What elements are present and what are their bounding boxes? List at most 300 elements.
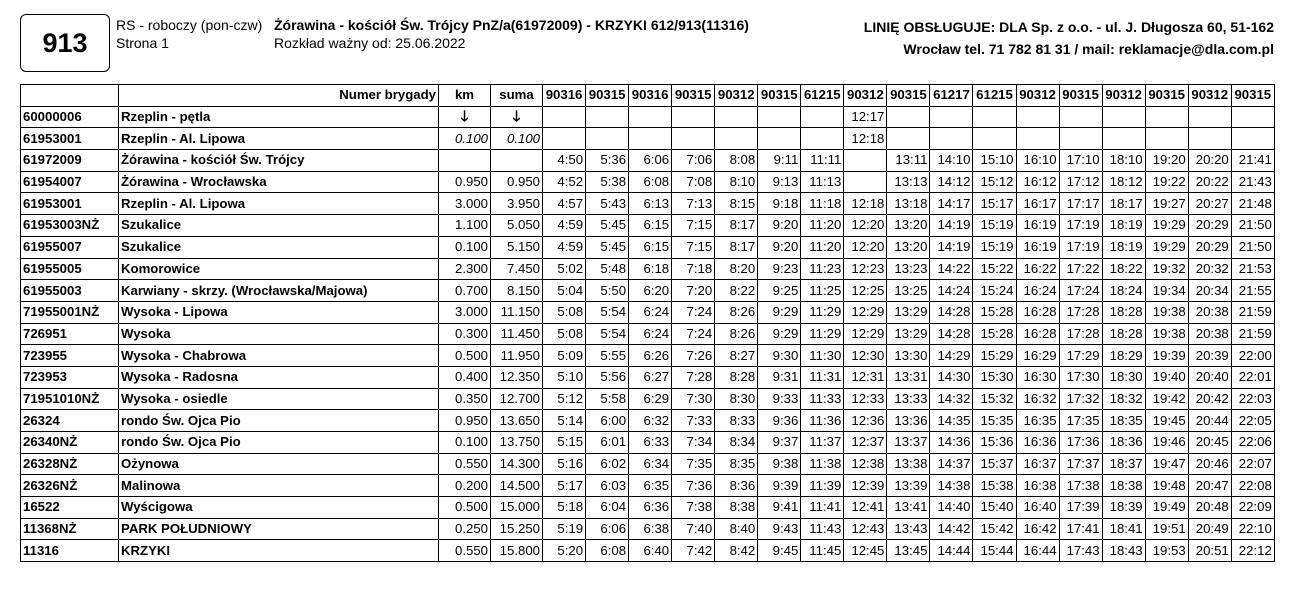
departure-time: 7:06 bbox=[672, 150, 715, 172]
stop-name: Wysoka - osiedle bbox=[119, 388, 439, 410]
departure-time: 20:48 bbox=[1188, 497, 1231, 519]
departure-time: 20:46 bbox=[1188, 453, 1231, 475]
departure-time: 20:51 bbox=[1188, 540, 1231, 562]
departure-time bbox=[1102, 128, 1145, 150]
brigade-number: 90315 bbox=[586, 85, 629, 107]
departure-time: 5:04 bbox=[543, 280, 586, 302]
sum-cell: 14.300 bbox=[491, 453, 543, 475]
departure-time: 9:29 bbox=[758, 301, 801, 323]
table-row bbox=[21, 215, 1275, 237]
departure-time: 8:27 bbox=[715, 345, 758, 367]
departure-time: 14:19 bbox=[930, 236, 973, 258]
departure-time: 18:24 bbox=[1102, 280, 1145, 302]
departure-time: 14:12 bbox=[930, 171, 973, 193]
stop-code: 71951010NŻ bbox=[21, 388, 119, 410]
table-row bbox=[21, 432, 1275, 454]
departure-time: 18:35 bbox=[1102, 410, 1145, 432]
departure-time: 6:29 bbox=[629, 388, 672, 410]
departure-time: 20:40 bbox=[1188, 366, 1231, 388]
departure-time: 13:38 bbox=[887, 453, 930, 475]
departure-time: 17:30 bbox=[1059, 366, 1102, 388]
departure-time: 11:31 bbox=[801, 366, 844, 388]
departure-time: 16:28 bbox=[1016, 301, 1059, 323]
departure-time: 16:22 bbox=[1016, 258, 1059, 280]
departure-time: 16:35 bbox=[1016, 410, 1059, 432]
departure-time: 6:15 bbox=[629, 215, 672, 237]
departure-time bbox=[1102, 106, 1145, 128]
departure-time: 4:52 bbox=[543, 171, 586, 193]
departure-time: 18:17 bbox=[1102, 193, 1145, 215]
km-cell bbox=[439, 106, 491, 128]
departure-time: 6:00 bbox=[586, 410, 629, 432]
stop-name: Wysoka - Lipowa bbox=[119, 301, 439, 323]
departure-time bbox=[1145, 106, 1188, 128]
brigade-number: 90312 bbox=[1188, 85, 1231, 107]
departure-time: 7:34 bbox=[672, 432, 715, 454]
departure-time: 13:39 bbox=[887, 475, 930, 497]
departure-time: 13:31 bbox=[887, 366, 930, 388]
departure-time: 9:20 bbox=[758, 215, 801, 237]
stop-name: Komorowice bbox=[119, 258, 439, 280]
brigade-number: 90312 bbox=[1016, 85, 1059, 107]
brigade-number: 61215 bbox=[973, 85, 1016, 107]
departure-time: 5:08 bbox=[543, 301, 586, 323]
departure-time: 12:29 bbox=[844, 323, 887, 345]
stop-name: Wysoka - Radosna bbox=[119, 366, 439, 388]
departure-time: 5:18 bbox=[543, 497, 586, 519]
departure-time: 13:33 bbox=[887, 388, 930, 410]
departure-time: 16:28 bbox=[1016, 323, 1059, 345]
departure-time: 13:41 bbox=[887, 497, 930, 519]
departure-time: 4:57 bbox=[543, 193, 586, 215]
departure-time: 16:19 bbox=[1016, 215, 1059, 237]
km-cell bbox=[439, 150, 491, 172]
brigade-number: 90316 bbox=[543, 85, 586, 107]
departure-time: 17:17 bbox=[1059, 193, 1102, 215]
departure-time: 9:43 bbox=[758, 518, 801, 540]
departure-time bbox=[672, 128, 715, 150]
table-row bbox=[21, 236, 1275, 258]
sum-cell bbox=[491, 150, 543, 172]
departure-time: 14:28 bbox=[930, 323, 973, 345]
departure-time: 20:34 bbox=[1188, 280, 1231, 302]
table-row bbox=[21, 475, 1275, 497]
departure-time: 7:35 bbox=[672, 453, 715, 475]
stop-code: 26326NŻ bbox=[21, 475, 119, 497]
table-row bbox=[21, 280, 1275, 302]
departure-time: 14:17 bbox=[930, 193, 973, 215]
departure-time: 18:28 bbox=[1102, 323, 1145, 345]
departure-time: 15:42 bbox=[973, 518, 1016, 540]
departure-time: 19:48 bbox=[1145, 475, 1188, 497]
departure-time: 22:07 bbox=[1231, 453, 1274, 475]
brigade-number: 90312 bbox=[844, 85, 887, 107]
km-cell: 0.500 bbox=[439, 497, 491, 519]
departure-time: 4:50 bbox=[543, 150, 586, 172]
departure-time: 17:24 bbox=[1059, 280, 1102, 302]
departure-time: 19:29 bbox=[1145, 215, 1188, 237]
departure-time: 20:49 bbox=[1188, 518, 1231, 540]
departure-time: 22:10 bbox=[1231, 518, 1274, 540]
sum-cell: 12.700 bbox=[491, 388, 543, 410]
departure-time: 9:45 bbox=[758, 540, 801, 562]
departure-time: 14:36 bbox=[930, 432, 973, 454]
sum-cell: 14.500 bbox=[491, 475, 543, 497]
departure-time: 18:41 bbox=[1102, 518, 1145, 540]
table-row bbox=[21, 453, 1275, 475]
departure-time: 7:26 bbox=[672, 345, 715, 367]
departure-time bbox=[930, 106, 973, 128]
departure-time bbox=[543, 106, 586, 128]
km-cell: 0.550 bbox=[439, 453, 491, 475]
stop-code: 26324 bbox=[21, 410, 119, 432]
departure-time: 12:33 bbox=[844, 388, 887, 410]
sum-cell: 11.950 bbox=[491, 345, 543, 367]
departure-time: 8:40 bbox=[715, 518, 758, 540]
km-cell: 0.350 bbox=[439, 388, 491, 410]
km-cell: 0.100 bbox=[439, 432, 491, 454]
departure-time: 20:38 bbox=[1188, 323, 1231, 345]
departure-time: 21:43 bbox=[1231, 171, 1274, 193]
departure-time: 15:44 bbox=[973, 540, 1016, 562]
departure-time: 6:06 bbox=[586, 518, 629, 540]
departure-time: 15:40 bbox=[973, 497, 1016, 519]
stop-name: Wyścigowa bbox=[119, 497, 439, 519]
departure-time: 5:48 bbox=[586, 258, 629, 280]
table-row bbox=[21, 323, 1275, 345]
departure-time: 17:28 bbox=[1059, 301, 1102, 323]
departure-time: 14:32 bbox=[930, 388, 973, 410]
departure-time: 6:38 bbox=[629, 518, 672, 540]
valid-from: Rozkład ważny od: 25.06.2022 bbox=[274, 35, 466, 51]
departure-time: 8:38 bbox=[715, 497, 758, 519]
departure-time: 13:20 bbox=[887, 236, 930, 258]
table-row bbox=[21, 345, 1275, 367]
stop-code: 26340NŻ bbox=[21, 432, 119, 454]
departure-time: 17:29 bbox=[1059, 345, 1102, 367]
operator-info-line2: Wrocław tel. 71 782 81 31 / mail: reklamacje@dla.com.pl bbox=[903, 41, 1274, 57]
brigade-number: 90315 bbox=[887, 85, 930, 107]
departure-time: 19:29 bbox=[1145, 236, 1188, 258]
departure-time: 7:28 bbox=[672, 366, 715, 388]
departure-time: 5:43 bbox=[586, 193, 629, 215]
brigade-number: 90316 bbox=[629, 85, 672, 107]
departure-time bbox=[672, 106, 715, 128]
departure-time: 5:45 bbox=[586, 215, 629, 237]
departure-time: 19:51 bbox=[1145, 518, 1188, 540]
departure-time: 7:33 bbox=[672, 410, 715, 432]
departure-time: 11:39 bbox=[801, 475, 844, 497]
stop-code: 60000006 bbox=[21, 106, 119, 128]
departure-time: 11:23 bbox=[801, 258, 844, 280]
departure-time: 9:36 bbox=[758, 410, 801, 432]
departure-time: 13:30 bbox=[887, 345, 930, 367]
departure-time: 8:22 bbox=[715, 280, 758, 302]
departure-time: 7:36 bbox=[672, 475, 715, 497]
departure-time: 21:53 bbox=[1231, 258, 1274, 280]
departure-time: 20:42 bbox=[1188, 388, 1231, 410]
departure-time: 6:40 bbox=[629, 540, 672, 562]
departure-time: 17:28 bbox=[1059, 323, 1102, 345]
departure-time: 13:36 bbox=[887, 410, 930, 432]
schedule-type: RS - roboczy (pon-czw) bbox=[116, 17, 263, 33]
departure-time: 20:29 bbox=[1188, 236, 1231, 258]
departure-time: 16:37 bbox=[1016, 453, 1059, 475]
departure-time: 15:29 bbox=[973, 345, 1016, 367]
departure-time: 7:15 bbox=[672, 236, 715, 258]
brigade-number: 90312 bbox=[1102, 85, 1145, 107]
departure-time: 12:18 bbox=[844, 193, 887, 215]
departure-time: 18:43 bbox=[1102, 540, 1145, 562]
departure-time: 6:13 bbox=[629, 193, 672, 215]
stop-name: KRZYKI bbox=[119, 540, 439, 562]
departure-time: 15:28 bbox=[973, 323, 1016, 345]
departure-time: 22:09 bbox=[1231, 497, 1274, 519]
departure-time: 11:43 bbox=[801, 518, 844, 540]
departure-time: 18:22 bbox=[1102, 258, 1145, 280]
departure-time: 18:29 bbox=[1102, 345, 1145, 367]
departure-time: 12:36 bbox=[844, 410, 887, 432]
departure-time: 15:28 bbox=[973, 301, 1016, 323]
departure-time bbox=[801, 106, 844, 128]
departure-time: 17:36 bbox=[1059, 432, 1102, 454]
departure-time: 11:37 bbox=[801, 432, 844, 454]
departure-time: 6:03 bbox=[586, 475, 629, 497]
departure-time: 17:22 bbox=[1059, 258, 1102, 280]
km-cell: 0.550 bbox=[439, 540, 491, 562]
departure-time: 11:41 bbox=[801, 497, 844, 519]
departure-time: 5:16 bbox=[543, 453, 586, 475]
departure-time: 14:24 bbox=[930, 280, 973, 302]
departure-time: 5:36 bbox=[586, 150, 629, 172]
departure-time bbox=[973, 106, 1016, 128]
departure-time: 5:09 bbox=[543, 345, 586, 367]
departure-time: 17:39 bbox=[1059, 497, 1102, 519]
km-cell: 0.200 bbox=[439, 475, 491, 497]
table-row bbox=[21, 497, 1275, 519]
departure-time: 21:50 bbox=[1231, 236, 1274, 258]
table-row bbox=[21, 518, 1275, 540]
departure-time: 15:10 bbox=[973, 150, 1016, 172]
brigade-number: 90312 bbox=[715, 85, 758, 107]
departure-time: 15:24 bbox=[973, 280, 1016, 302]
sum-cell bbox=[491, 106, 543, 128]
departure-time: 21:41 bbox=[1231, 150, 1274, 172]
departure-time: 22:08 bbox=[1231, 475, 1274, 497]
departure-time: 17:19 bbox=[1059, 215, 1102, 237]
departure-time: 9:31 bbox=[758, 366, 801, 388]
departure-time: 7:13 bbox=[672, 193, 715, 215]
departure-time: 20:45 bbox=[1188, 432, 1231, 454]
stop-code: 726951 bbox=[21, 323, 119, 345]
stop-code: 61953003NŻ bbox=[21, 215, 119, 237]
departure-time: 12:39 bbox=[844, 475, 887, 497]
departure-time: 15:37 bbox=[973, 453, 1016, 475]
departure-time: 18:39 bbox=[1102, 497, 1145, 519]
departure-time: 18:30 bbox=[1102, 366, 1145, 388]
departure-time: 20:22 bbox=[1188, 171, 1231, 193]
departure-time: 6:32 bbox=[629, 410, 672, 432]
timetable bbox=[20, 84, 1275, 562]
departure-time: 19:27 bbox=[1145, 193, 1188, 215]
departure-time: 9:25 bbox=[758, 280, 801, 302]
departure-time: 6:27 bbox=[629, 366, 672, 388]
departure-time: 11:33 bbox=[801, 388, 844, 410]
departure-time: 14:10 bbox=[930, 150, 973, 172]
departure-time: 9:29 bbox=[758, 323, 801, 345]
table-row bbox=[21, 193, 1275, 215]
departure-time: 7:42 bbox=[672, 540, 715, 562]
departure-time: 15:19 bbox=[973, 236, 1016, 258]
table-row bbox=[21, 388, 1275, 410]
departure-time: 5:54 bbox=[586, 323, 629, 345]
departure-time: 7:18 bbox=[672, 258, 715, 280]
departure-time bbox=[586, 128, 629, 150]
sum-cell: 15.800 bbox=[491, 540, 543, 562]
departure-time: 9:20 bbox=[758, 236, 801, 258]
table-row bbox=[21, 106, 1275, 128]
brigade-number: 90315 bbox=[758, 85, 801, 107]
departure-time: 6:15 bbox=[629, 236, 672, 258]
departure-time: 13:45 bbox=[887, 540, 930, 562]
departure-time: 13:25 bbox=[887, 280, 930, 302]
departure-time: 17:19 bbox=[1059, 236, 1102, 258]
departure-time: 18:10 bbox=[1102, 150, 1145, 172]
departure-time: 11:29 bbox=[801, 323, 844, 345]
departure-time: 16:29 bbox=[1016, 345, 1059, 367]
stop-code: 61955003 bbox=[21, 280, 119, 302]
departure-time: 6:08 bbox=[629, 171, 672, 193]
departure-time bbox=[715, 106, 758, 128]
departure-time: 13:13 bbox=[887, 171, 930, 193]
departure-time: 11:11 bbox=[801, 150, 844, 172]
table-row bbox=[21, 258, 1275, 280]
departure-time: 17:41 bbox=[1059, 518, 1102, 540]
departure-time bbox=[973, 128, 1016, 150]
departure-time: 8:20 bbox=[715, 258, 758, 280]
departure-time: 16:24 bbox=[1016, 280, 1059, 302]
departure-time: 19:53 bbox=[1145, 540, 1188, 562]
departure-time: 22:12 bbox=[1231, 540, 1274, 562]
brigade-number: 61215 bbox=[801, 85, 844, 107]
departure-time: 19:49 bbox=[1145, 497, 1188, 519]
departure-time: 14:44 bbox=[930, 540, 973, 562]
departure-time: 20:44 bbox=[1188, 410, 1231, 432]
departure-time: 11:36 bbox=[801, 410, 844, 432]
departure-time: 21:59 bbox=[1231, 301, 1274, 323]
departure-time: 6:24 bbox=[629, 301, 672, 323]
departure-time: 18:28 bbox=[1102, 301, 1145, 323]
departure-time bbox=[1231, 106, 1274, 128]
sum-cell: 5.150 bbox=[491, 236, 543, 258]
sum-cell: 15.000 bbox=[491, 497, 543, 519]
departure-time bbox=[887, 128, 930, 150]
departure-time bbox=[715, 128, 758, 150]
departure-time: 14:42 bbox=[930, 518, 973, 540]
km-cell: 0.700 bbox=[439, 280, 491, 302]
departure-time bbox=[1059, 128, 1102, 150]
departure-time: 6:36 bbox=[629, 497, 672, 519]
brigade-number: 90315 bbox=[672, 85, 715, 107]
line-number: 913 bbox=[42, 27, 88, 58]
departure-time: 6:33 bbox=[629, 432, 672, 454]
sum-cell: 13.750 bbox=[491, 432, 543, 454]
departure-time bbox=[1059, 106, 1102, 128]
departure-time: 8:42 bbox=[715, 540, 758, 562]
departure-time: 20:38 bbox=[1188, 301, 1231, 323]
departure-time: 8:36 bbox=[715, 475, 758, 497]
stop-code: 16522 bbox=[21, 497, 119, 519]
departure-time: 19:38 bbox=[1145, 323, 1188, 345]
departure-time: 18:37 bbox=[1102, 453, 1145, 475]
departure-time bbox=[1016, 128, 1059, 150]
departure-time: 15:12 bbox=[973, 171, 1016, 193]
departure-time: 15:19 bbox=[973, 215, 1016, 237]
departure-time: 7:38 bbox=[672, 497, 715, 519]
sum-cell: 12.350 bbox=[491, 366, 543, 388]
departure-time bbox=[844, 150, 887, 172]
departure-time: 8:28 bbox=[715, 366, 758, 388]
departure-time: 5:02 bbox=[543, 258, 586, 280]
stop-code: 723955 bbox=[21, 345, 119, 367]
km-cell: 0.100 bbox=[439, 128, 491, 150]
departure-time: 19:39 bbox=[1145, 345, 1188, 367]
stop-name: Żórawina - kościół Św. Trójcy bbox=[119, 150, 439, 172]
departure-time: 19:34 bbox=[1145, 280, 1188, 302]
table-row bbox=[21, 366, 1275, 388]
sum-cell: 11.150 bbox=[491, 301, 543, 323]
departure-time: 15:38 bbox=[973, 475, 1016, 497]
stop-code: 61955007 bbox=[21, 236, 119, 258]
departure-time: 11:20 bbox=[801, 215, 844, 237]
sum-cell: 3.950 bbox=[491, 193, 543, 215]
departure-time: 20:29 bbox=[1188, 215, 1231, 237]
departure-time: 17:37 bbox=[1059, 453, 1102, 475]
departure-time: 17:32 bbox=[1059, 388, 1102, 410]
departure-time: 7:24 bbox=[672, 323, 715, 345]
km-cell: 1.100 bbox=[439, 215, 491, 237]
departure-time: 14:37 bbox=[930, 453, 973, 475]
departure-time: 12:43 bbox=[844, 518, 887, 540]
departure-time: 14:22 bbox=[930, 258, 973, 280]
departure-time: 9:37 bbox=[758, 432, 801, 454]
stop-code: 61953001 bbox=[21, 193, 119, 215]
departure-time: 8:26 bbox=[715, 323, 758, 345]
km-cell: 2.300 bbox=[439, 258, 491, 280]
departure-time: 19:40 bbox=[1145, 366, 1188, 388]
departure-time: 12:38 bbox=[844, 453, 887, 475]
departure-time: 12:41 bbox=[844, 497, 887, 519]
operator-info-line1: LINIĘ OBSŁUGUJE: DLA Sp. z o.o. - ul. J. Długosza 60, 51-162 bbox=[863, 19, 1274, 35]
departure-time: 5:54 bbox=[586, 301, 629, 323]
departure-time: 13:29 bbox=[887, 301, 930, 323]
sum-cell: 5.050 bbox=[491, 215, 543, 237]
departure-time: 13:37 bbox=[887, 432, 930, 454]
departure-time: 5:12 bbox=[543, 388, 586, 410]
departure-time: 19:20 bbox=[1145, 150, 1188, 172]
header-empty-cell bbox=[21, 85, 119, 107]
departure-time: 8:17 bbox=[715, 215, 758, 237]
departure-time: 11:45 bbox=[801, 540, 844, 562]
stop-name: Wysoka bbox=[119, 323, 439, 345]
departure-time: 11:38 bbox=[801, 453, 844, 475]
departure-time: 6:35 bbox=[629, 475, 672, 497]
stop-code: 61953001 bbox=[21, 128, 119, 150]
sum-cell: 15.250 bbox=[491, 518, 543, 540]
departure-time: 12:25 bbox=[844, 280, 887, 302]
departure-time: 15:22 bbox=[973, 258, 1016, 280]
departure-time bbox=[543, 128, 586, 150]
